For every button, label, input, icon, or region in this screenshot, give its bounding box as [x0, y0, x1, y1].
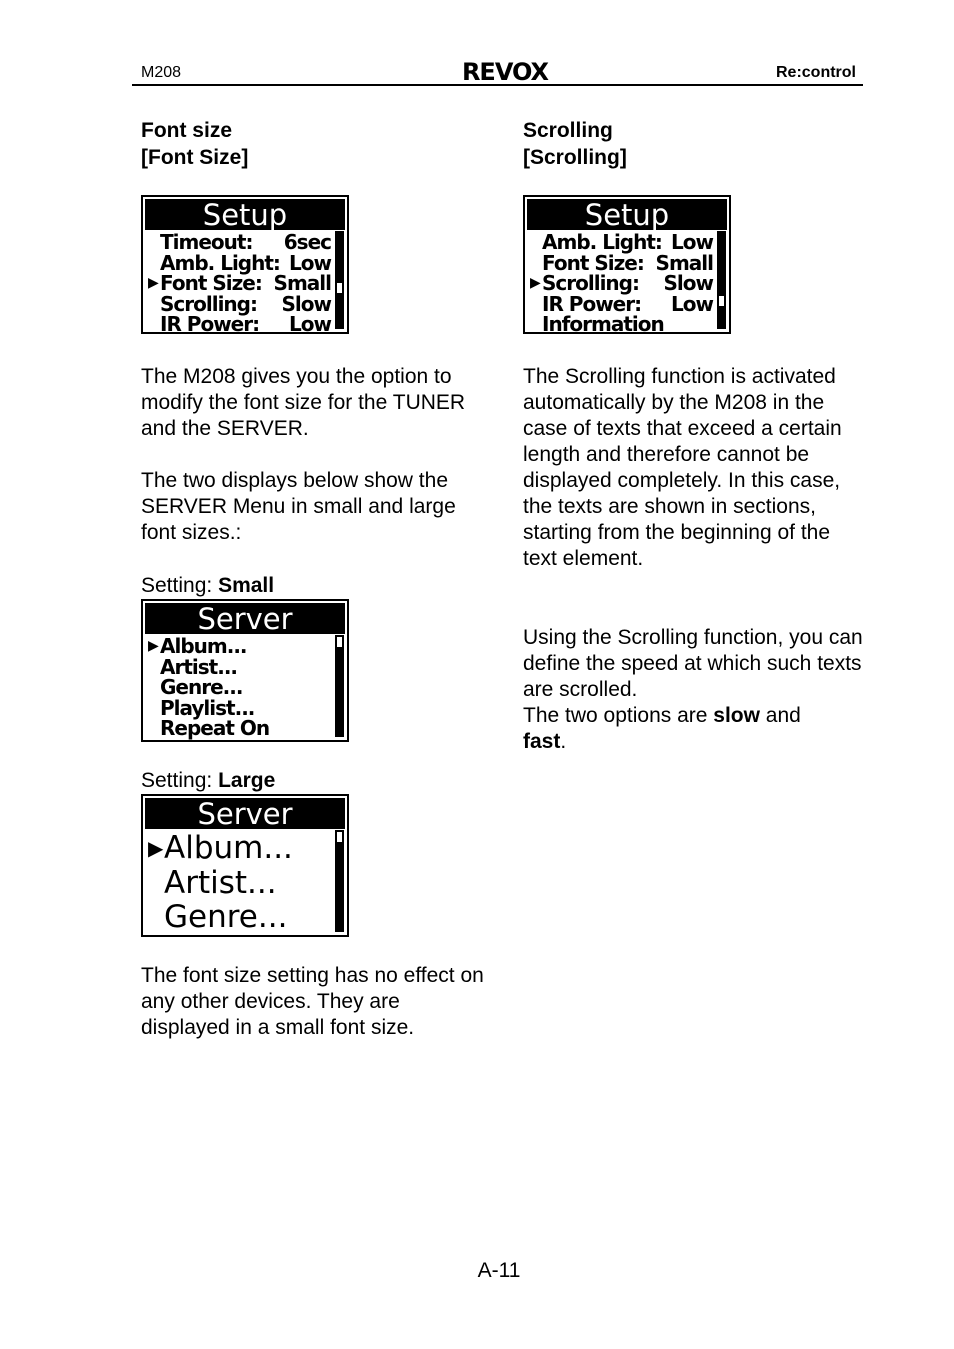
lcd-row-value: Small [655, 250, 713, 275]
lcd-title: Setup [145, 199, 345, 230]
lcd-menu-row [148, 636, 331, 657]
lcd-menu-row [148, 314, 331, 334]
server-screen-large [141, 794, 349, 937]
lcd-row-value: Slow [663, 271, 713, 296]
selection-cursor-icon: ▶ [148, 638, 158, 655]
lcd-row-label: Amb. Light: [542, 230, 662, 255]
lcd-row-label: Font Size: [542, 250, 644, 275]
lcd-row-label: Scrolling: [542, 271, 639, 296]
scroll-thumb [337, 283, 342, 293]
lcd-rows [143, 829, 347, 935]
server-screen-small [141, 599, 349, 742]
lcd-rows [525, 230, 729, 334]
scrollbar [717, 231, 726, 329]
selection-cursor-icon: ▶ [148, 275, 158, 292]
lcd-title: Server [145, 798, 345, 829]
right-column [523, 117, 863, 171]
lcd-rows [143, 634, 347, 739]
header-model: M208 [141, 64, 182, 81]
lcd-row-label: Font Size: [160, 271, 262, 296]
scrolling-description: The Scrolling function is activated automatically by the M208 in the case of texts that exceed a certain length and therefore cannot be displayed completely. In this case, the texts are shown in sections, starting from the beginning of the text element. [523, 365, 842, 570]
lcd-row-label: Amb. Light: [160, 250, 280, 275]
lcd-row-value: Low [289, 312, 331, 334]
font-size-heading: Font size [141, 119, 233, 142]
setting-large-caption [141, 768, 275, 794]
lcd-row-label: Artist... [164, 864, 277, 901]
font-size-other-devices: The font size setting has no effect on any other devices. They are displayed in a small font size. [141, 964, 484, 1039]
lcd-menu-row [148, 718, 331, 739]
lcd-menu-row [530, 291, 713, 316]
lcd-menu-row [530, 273, 713, 294]
revox-logo [455, 58, 555, 84]
scroll-thumb [337, 637, 342, 647]
lcd-menu-row [148, 273, 331, 294]
setup-screen-font-size [141, 195, 349, 334]
lcd-menu-row [148, 232, 331, 253]
font-size-intro: The M208 gives you the option to modify the font size for the TUNER and the SERVER. [141, 365, 466, 440]
lcd-menu-row [148, 291, 331, 316]
options-and: and [759, 704, 801, 727]
lcd-title: Setup [527, 199, 727, 230]
lcd-row-label: Artist... [160, 654, 238, 679]
lcd-row-label: IR Power: [160, 312, 260, 334]
lcd-row-label: Genre... [164, 899, 288, 936]
scrolling-speed-note: Using the Scrolling function, you can define the speed at which such texts are scrolled. [523, 626, 863, 701]
scroll-thumb [719, 296, 724, 306]
lcd-menu-row [148, 900, 331, 935]
lcd-row-value: Low [289, 250, 331, 275]
caption-prefix: Setting: [141, 574, 219, 597]
lcd-rows [143, 230, 347, 334]
lcd-title: Server [145, 603, 345, 634]
lcd-menu-row [148, 831, 331, 866]
lcd-row-value: Low [671, 230, 713, 255]
option-fast: fast [523, 730, 561, 753]
scrollbar [335, 830, 344, 932]
selection-cursor-icon: ▶ [530, 275, 540, 292]
left-column [141, 117, 481, 171]
lcd-row-label: Genre... [160, 675, 243, 700]
lcd-menu-row [530, 232, 713, 253]
lcd-menu-row [148, 866, 331, 901]
caption-value: Small [218, 574, 275, 597]
font-size-displays-note: The two displays below show the SERVER Menu in small and large font sizes.: [141, 469, 456, 544]
page-number: A-11 [477, 1259, 521, 1282]
lcd-row-label: Playlist... [160, 695, 255, 720]
lcd-row-label: Album... [164, 830, 293, 867]
setting-small-caption [141, 573, 274, 599]
lcd-menu-row [148, 677, 331, 698]
lcd-row-value: 6sec [283, 230, 331, 255]
scroll-thumb [337, 832, 342, 842]
scrolling-heading: Scrolling [523, 119, 613, 142]
scrollbar [335, 231, 344, 329]
lcd-row-label: Information [542, 312, 664, 334]
options-period: . [560, 730, 567, 753]
lcd-menu-row [148, 695, 331, 720]
lcd-row-label: IR Power: [542, 291, 642, 316]
lcd-row-value: Small [273, 271, 331, 296]
lcd-row-value: Slow [281, 291, 331, 316]
lcd-row-value: Low [671, 291, 713, 316]
lcd-menu-row [530, 250, 713, 275]
lcd-row-label: Album... [160, 634, 247, 659]
setup-screen-scrolling [523, 195, 731, 334]
scrolling-subheading: [Scrolling] [523, 146, 627, 169]
header-product: Re:control [776, 64, 856, 81]
options-prefix: The two options are [523, 704, 714, 727]
scrolling-options [523, 703, 863, 755]
option-slow: slow [713, 704, 760, 727]
caption-prefix: Setting: [141, 769, 219, 792]
caption-value: Large [218, 769, 276, 792]
scrollbar [335, 635, 344, 737]
svg-text:REVOX: REVOX [461, 58, 549, 84]
lcd-row-label: Repeat On [160, 716, 270, 741]
selection-cursor-icon: ▶ [148, 836, 164, 861]
lcd-row-label: Timeout: [160, 230, 253, 255]
lcd-row-label: Scrolling: [160, 291, 257, 316]
lcd-menu-row [148, 250, 331, 275]
font-size-subheading: [Font Size] [141, 146, 249, 169]
header-divider [132, 84, 863, 86]
lcd-menu-row [530, 314, 713, 334]
lcd-menu-row [148, 654, 331, 679]
